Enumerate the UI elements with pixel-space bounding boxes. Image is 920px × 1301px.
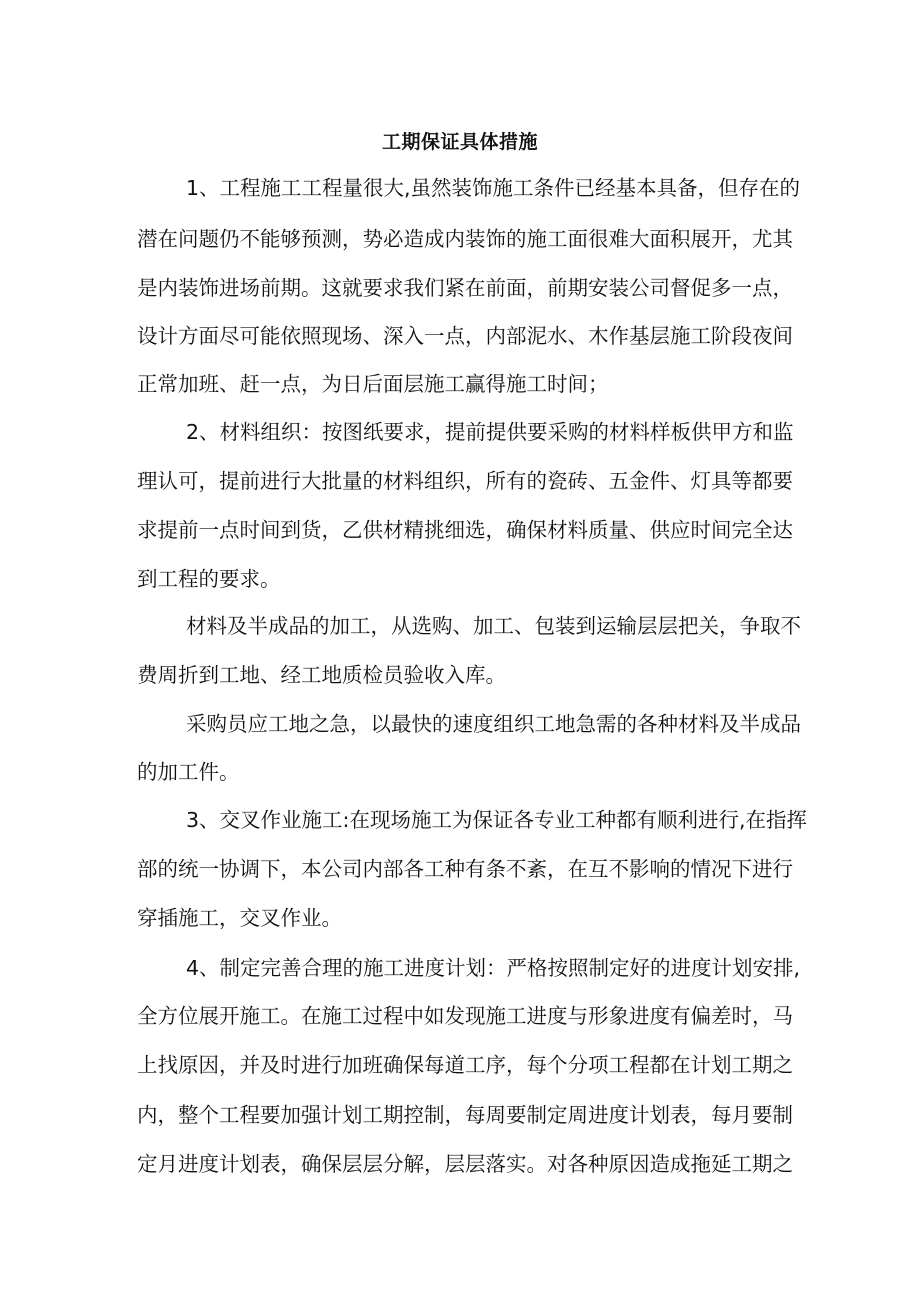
paragraph-line: 潜在问题仍不能够预测，势必造成内装饰的施工面很难大面积展开，尤其 [137,227,793,251]
paragraph-line: 部的统一协调下，本公司内部各工种有条不紊，在互不影响的情况下进行 [137,857,793,881]
paragraph-line: 采购员应工地之急，以最快的速度组织工地急需的各种材料及半成品 [186,712,801,736]
document-title: 工期保证具体措施 [381,131,538,153]
paragraph-line: 是内装饰进场前期。这就要求我们紧在前面，前期安装公司督促多一点， [137,276,793,300]
paragraph-line: 设计方面尽可能依照现场、深入一点，内部泥水、木作基层施工阶段夜间 [137,324,793,348]
paragraph-line: 到工程的要求。 [137,567,281,591]
paragraph-line: 上找原因，并及时进行加班确保每道工序，每个分项工程都在计划工期之 [137,1053,793,1077]
paragraph-line: 正常加班、赶一点，为日后面层施工赢得施工时间； [137,372,609,396]
paragraph-line: 费周折到工地、经工地质检员验收入库。 [137,663,506,687]
paragraph-line: 材料及半成品的加工，从选购、加工、包装到运输层层把关，争取不 [186,614,801,638]
paragraph-line: 3、交叉作业施工:在现场施工为保证各专业工种都有顺利进行,在指挥 [186,808,807,832]
paragraph-line: 内，整个工程要加强计划工期控制，每周要制定周进度计划表，每月要制 [137,1103,793,1127]
paragraph-line: 穿插施工，交叉作业。 [137,906,342,930]
paragraph-line: 4、制定完善合理的施工进度计划：严格按照制定好的进度计划安排, [186,956,801,980]
paragraph-line: 定月进度计划表，确保层层分解，层层落实。对各种原因造成拖延工期之 [137,1152,793,1176]
paragraph-line: 理认可，提前进行大批量的材料组织，所有的瓷砖、五金件、灯具等都要 [137,469,793,493]
paragraph-line: 全方位展开施工。在施工过程中如发现施工进度与形象进度有偏差时，马 [137,1004,793,1028]
paragraph-line: 求提前一点时间到货，乙供材精挑细选，确保材料质量、供应时间完全达 [137,518,793,542]
paragraph-line: 1、工程施工工程量很大,虽然装饰施工条件已经基本具备，但存在的 [186,176,801,200]
paragraph-line: 2、材料组织：按图纸要求，提前提供要采购的材料样板供甲方和监 [186,420,794,444]
paragraph-line: 的加工件。 [137,760,240,784]
